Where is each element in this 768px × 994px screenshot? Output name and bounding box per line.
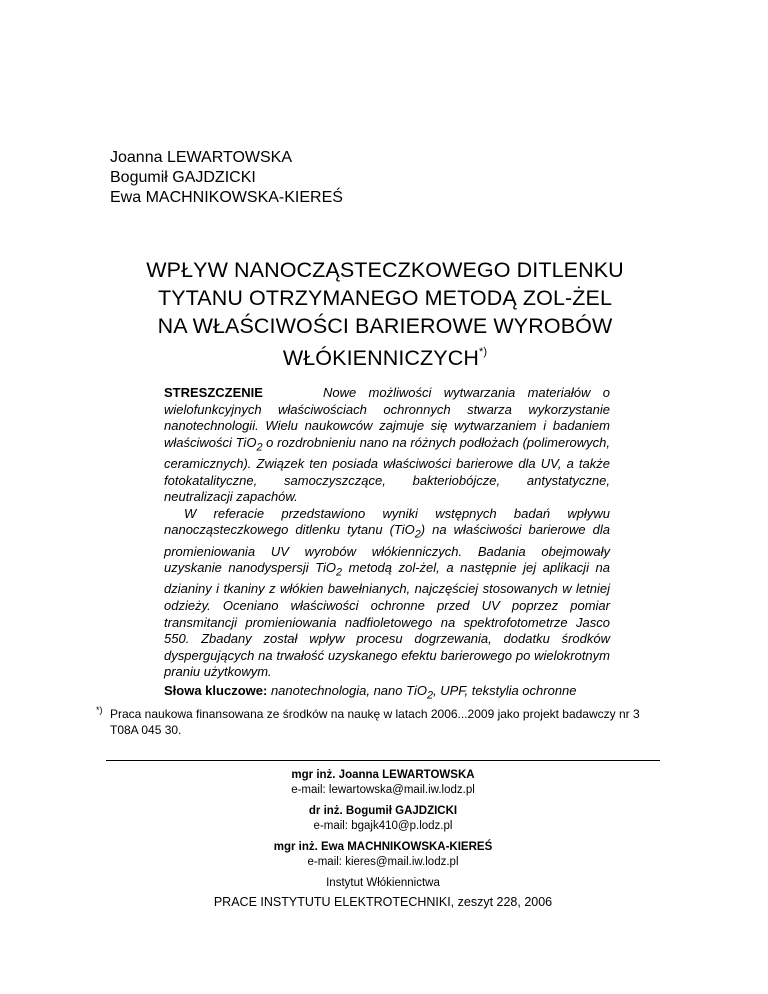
divider bbox=[106, 760, 660, 761]
abstract bbox=[164, 385, 610, 681]
journal-reference: PRACE INSTYTUTU ELEKTROTECHNIKI, zeszyt 228, 2006 bbox=[213, 895, 553, 909]
footnote-text: Praca naukowa finansowana ze środków na naukę w latach 2006...2009 jako projekt badawczy nr 3 T08A 045 30. bbox=[110, 707, 640, 737]
institute: Instytut Włókiennictwa bbox=[326, 877, 440, 889]
abstract-paragraph-1 bbox=[164, 385, 610, 506]
author-name: Ewa MACHNIKOWSKA-KIEREŚ bbox=[110, 189, 343, 206]
abstract-paragraph-2 bbox=[164, 506, 610, 681]
subscript: 2 bbox=[336, 566, 343, 579]
abstract-label: STRESZCZENIE bbox=[164, 385, 263, 400]
contact-block bbox=[106, 768, 660, 798]
author-name: Bogumił GAJDZICKI bbox=[110, 169, 256, 186]
abstract-text: metodą zol-żel, a następnie jej aplikacji na dzianiny i tkaniny z włókien bawełnianych, najczęściej stosowanych w letniej odzieży. Oceniano właściwości ochronne przed UV poprzez pomiar transmitancji promieniowania nadfioletowego na spektrofotometrze Jasco 550. Zbadany został wpływ procesu dogrzewania, dodatku środków dyspergujących na trwałość uzyskanego efektu barierowego po wielokrotnym praniu użytkowym. bbox=[164, 560, 611, 680]
abstract-text: ) na właściwości barierowe dla promieniowania UV wyrobów włókienniczych. Badania obejmowały uzyskanie nanodyspersji TiO bbox=[164, 522, 610, 576]
keywords-text-a: nanotechnologia, nano TiO bbox=[270, 683, 427, 698]
keywords-label: Słowa kluczowe: bbox=[164, 683, 268, 698]
abstract-text: o rozdrobnieniu nano na różnych podłożach (polimerowych, ceramicznych). Związek ten posiada właściwości barierowe dla UV, a także fotokatalityczne, samoczyszczące, bakteriobójcze, antystatyczne, neutralizacji zapachów. bbox=[164, 434, 610, 505]
contact-block bbox=[106, 804, 660, 834]
contact-block bbox=[106, 840, 660, 870]
abstract-text: W referacie przedstawiono wyniki wstępnych badań wpływu nanocząsteczkowego ditlenku tytanu (TiO bbox=[164, 505, 610, 538]
author-name: Joanna LEWARTOWSKA bbox=[110, 149, 292, 166]
contact-name: dr inż. Bogumił GAJDZICKI bbox=[308, 805, 458, 817]
footnote-mark: *) bbox=[96, 705, 103, 715]
subscript: 2 bbox=[256, 441, 263, 454]
title-line bbox=[80, 340, 690, 372]
author-contacts bbox=[106, 768, 660, 891]
contact-name: mgr inż. Joanna LEWARTOWSKA bbox=[291, 769, 475, 781]
subscript: 2 bbox=[426, 689, 433, 702]
title-line: WPŁYW NANOCZĄSTECZKOWEGO DITLENKU bbox=[146, 258, 624, 282]
contact-email[interactable]: e-mail: lewartowska@mail.iw.lodz.pl bbox=[291, 784, 475, 796]
title-line: TYTANU OTRZYMANEGO METODĄ ZOL-ŻEL bbox=[157, 286, 613, 310]
paper-title bbox=[80, 256, 690, 372]
title-line: NA WŁAŚCIWOŚCI BARIEROWE WYROBÓW bbox=[157, 314, 613, 338]
keywords-text bbox=[270, 683, 577, 702]
abstract-text: Nowe możliwości wytwarzania materiałów o wielofunkcyjnych właściwościach ochronnych stwarza wykorzystanie nanotechnologii. Wielu naukowców zajmuje się wytwarzaniem i badaniem właściwości TiO bbox=[164, 385, 610, 450]
contact-name: mgr inż. Ewa MACHNIKOWSKA-KIEREŚ bbox=[273, 841, 493, 853]
author-list bbox=[110, 148, 343, 208]
contact-email[interactable]: e-mail: kieres@mail.iw.lodz.pl bbox=[307, 856, 459, 868]
keywords-text-b: , UPF, tekstylia ochronne bbox=[432, 683, 577, 698]
subscript: 2 bbox=[414, 528, 421, 541]
footnote bbox=[96, 705, 670, 738]
title-last-line: WŁÓKIENNICZYCH bbox=[282, 346, 479, 371]
contact-email[interactable]: e-mail: bgajk410@p.lodz.pl bbox=[313, 820, 453, 832]
keywords bbox=[164, 683, 644, 704]
title-footnote-mark: *) bbox=[478, 346, 488, 358]
